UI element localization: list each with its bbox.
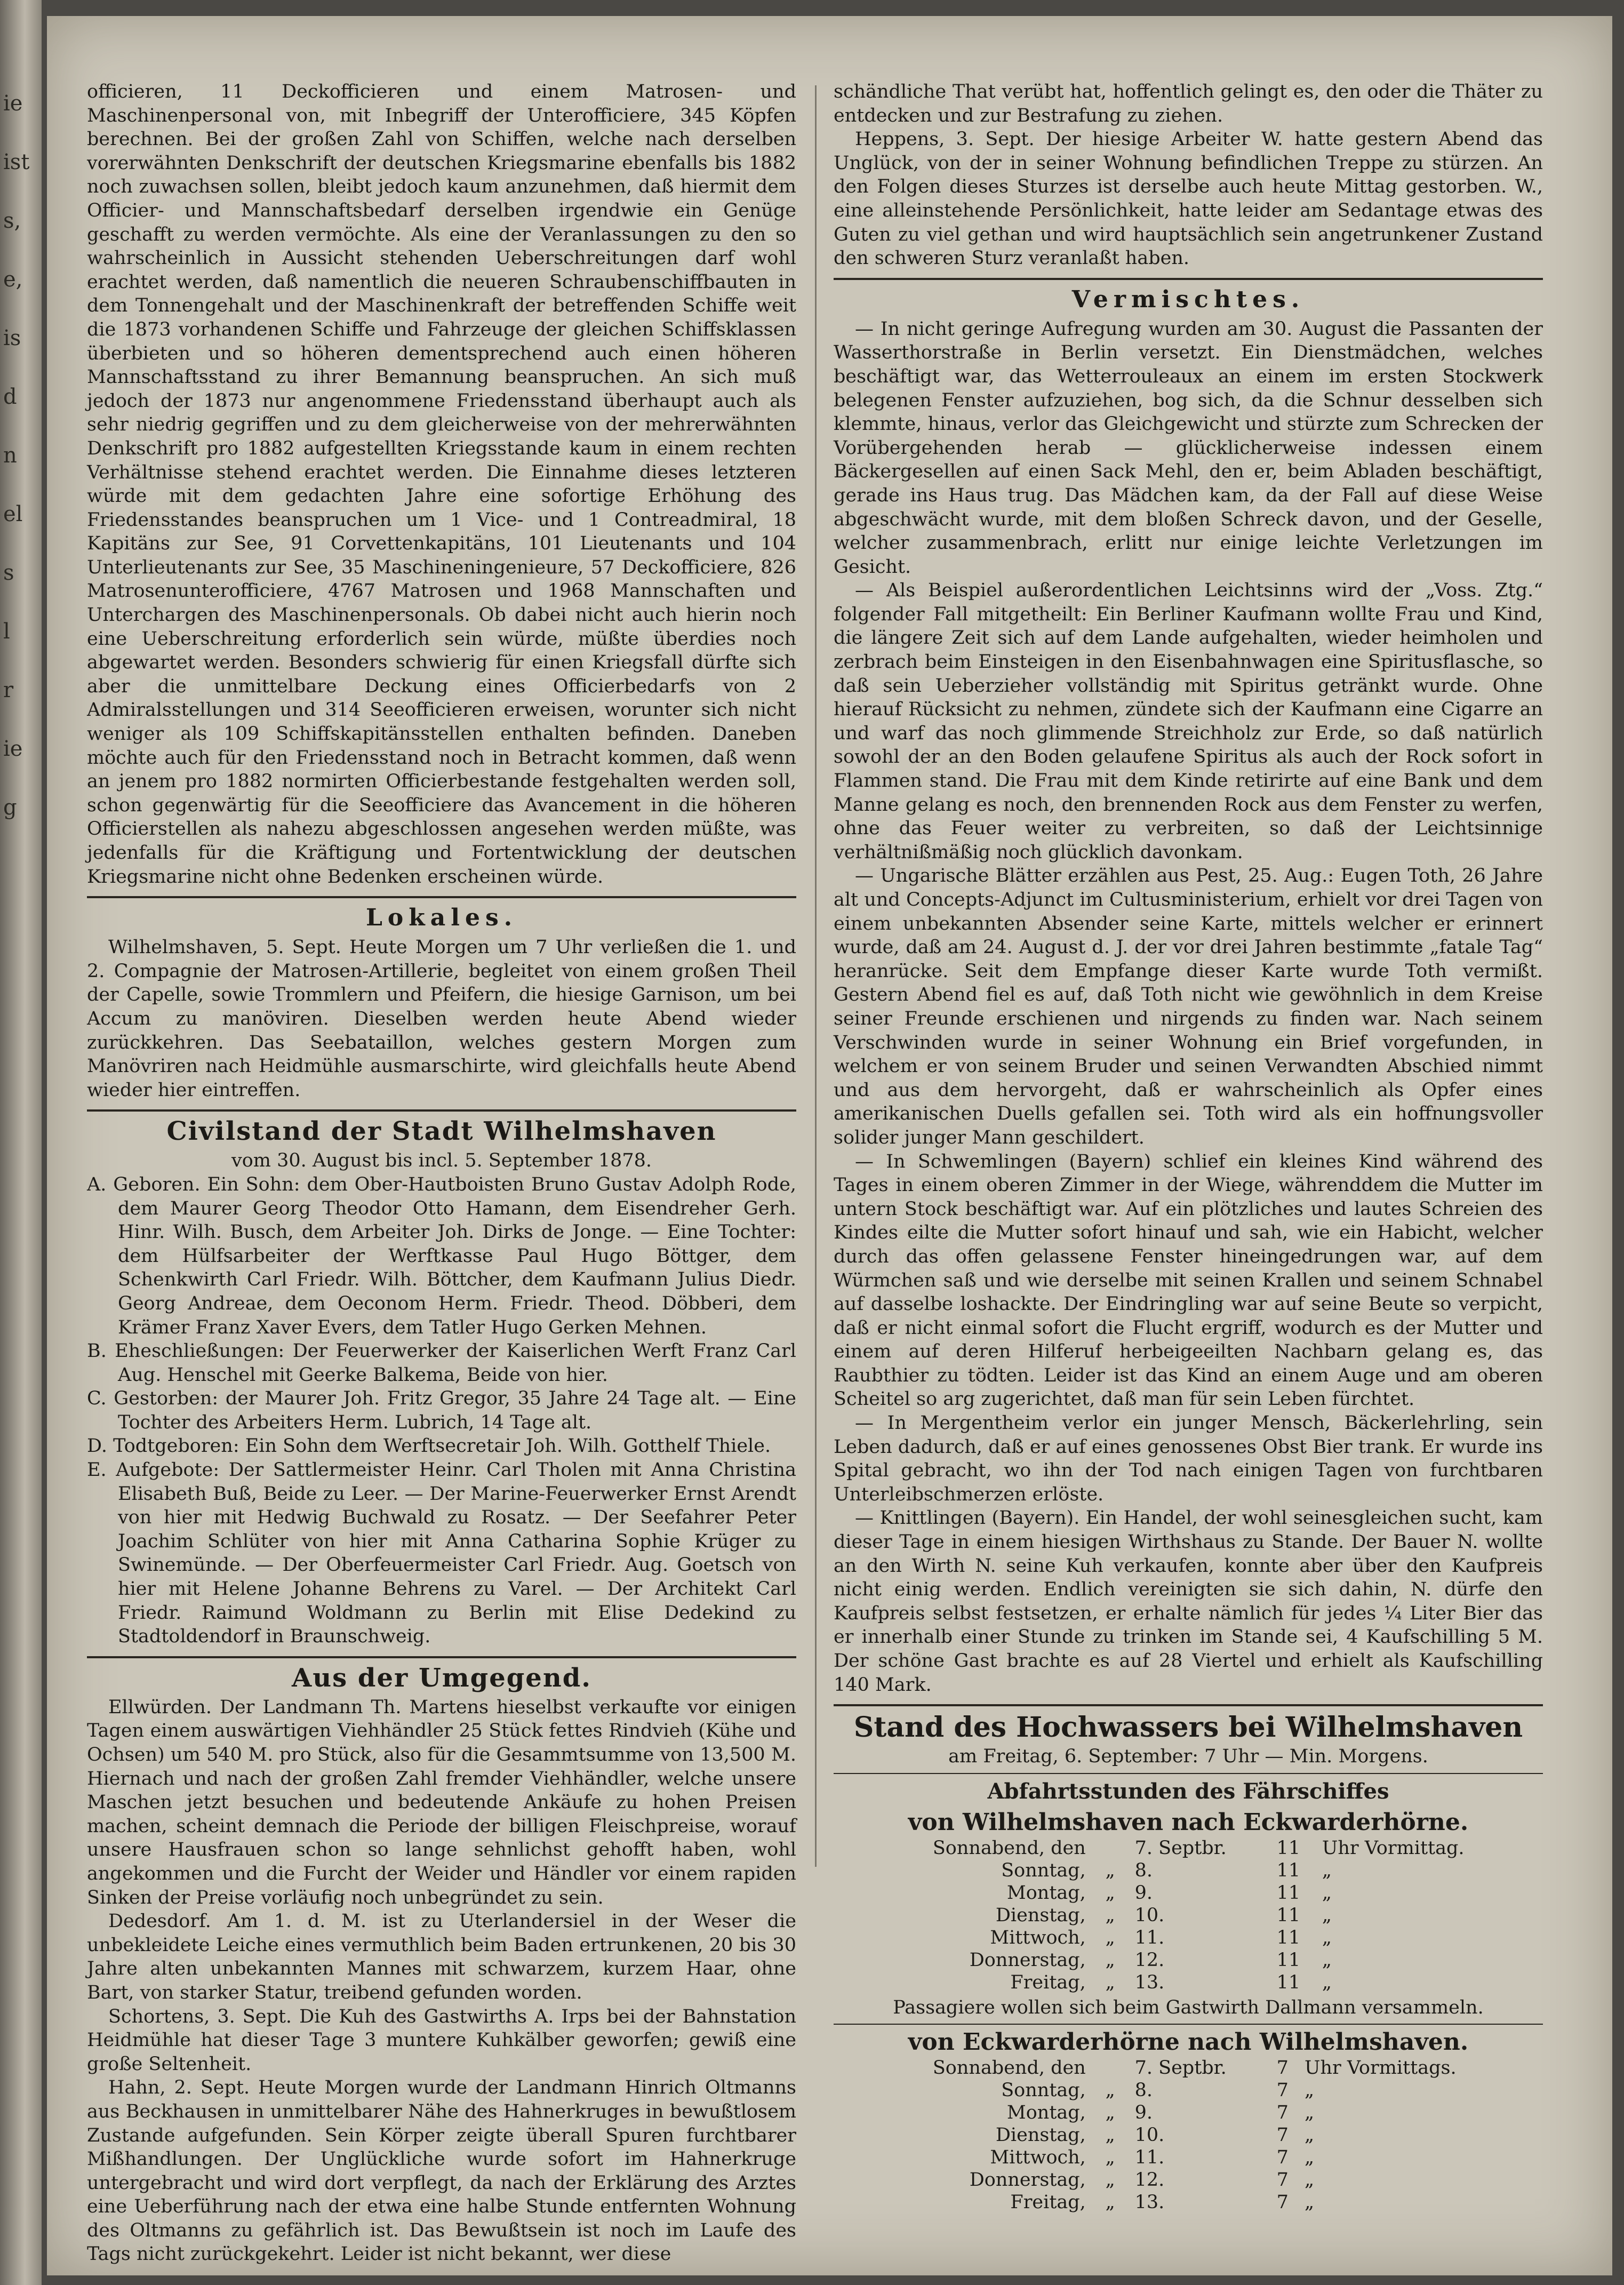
civil-entry: D. Todtgeboren: Ein Sohn dem Werftsecretair Joh. Wilh. Gotthelf Thiele. [87, 1435, 771, 1457]
timetable-row [834, 2169, 1543, 2191]
timetable-day: Mittwoch, [990, 1927, 1086, 1948]
timetable-date: 8. [1134, 1859, 1153, 1881]
timetable-tail: „ [1304, 2080, 1315, 2102]
news-item: Dedesdorf. Am 1. d. M. ist zu Uterlandersiel in der Weser die unbekleidete Leiche eines vermuthlich beim Baden ertrunkenen, 20 bis 30 Jahre alten unbekannten Mannes mit schwarzem, kurzem Haar, ohne Bart, von starker Statur, treibend gefunden worden. [87, 1911, 796, 2003]
timetable-q: „ [1105, 2124, 1115, 2146]
timetable-q [1089, 2057, 1132, 2079]
previous-page-fragment: d [3, 385, 17, 409]
ferry-timetable [834, 2057, 1543, 2214]
timetable-date: 9. [1134, 2102, 1153, 2124]
timetable-tail: Uhr Vormittag. [1322, 1837, 1465, 1859]
timetable-hour: 7 [1276, 2080, 1289, 2102]
timetable-day: Donnerstag, [969, 2169, 1086, 2191]
previous-page-fragment: r [3, 678, 14, 702]
timetable-date: 13. [1134, 2192, 1165, 2214]
timetable-row [834, 2146, 1543, 2169]
timetable-day: Sonntag, [1001, 1859, 1086, 1881]
timetable-row [834, 1971, 1543, 1994]
timetable-hour: 7 [1276, 2102, 1289, 2124]
section-title-civilstand: Civilstand der Stadt Wilhelmshaven [166, 1116, 717, 1147]
previous-page-fragment: l [3, 619, 10, 644]
column-divider [815, 85, 817, 1867]
timetable-day: Sonnabend, den [932, 2057, 1086, 2079]
timetable-tail: „ [1304, 2147, 1315, 2169]
previous-page-fragment: ie [3, 91, 23, 116]
right-column [834, 80, 1543, 2216]
timetable-day: Donnerstag, [969, 1949, 1086, 1971]
timetable-day: Freitag, [1010, 2192, 1086, 2214]
timetable-hour: 11 [1276, 1949, 1301, 1971]
ferry-note: Passagiere wollen sich beim Gastwirth Dallmann versammeln. [893, 1996, 1484, 2018]
timetable-tail: Uhr Vormittags. [1304, 2057, 1457, 2079]
news-item: — Knittlingen (Bayern). Ein Handel, der wohl seinesgleichen sucht, kam dieser Tage in einem hiesigen Wirthshaus zu Stande. Der Bauer N. wollte an den Wirth N. seine Kuh verkaufen, konnte aber über den Kaufpreis nicht einig werden. Endlich vereinigten sie sich dahin, N. dürfe den Kaufpreis selbst festsetzen, er erhalte nämlich für jedes ¼ Liter Bier das er innerhalb einer Stunde zu trinken im Stande sei, 4 Kaufschilling 5 M. Der schöne Gast brachte es auf 28 Viertel und erhielt als Kaufschilling 140 Mark. [834, 1507, 1543, 1696]
timetable-date: 11. [1134, 1927, 1165, 1948]
news-item: Schortens, 3. Sept. Die Kuh des Gastwirths A. Irps bei der Bahnstation Heidmühle hat dieser Tage 3 muntere Kuhkälber geworfen; gewiß eine große Seltenheit. [87, 2006, 796, 2075]
timetable-q: „ [1105, 1859, 1115, 1881]
timetable-hour: 7 [1276, 2147, 1289, 2169]
timetable-q: „ [1105, 2169, 1115, 2191]
section-rule [834, 2024, 1543, 2025]
section-rule [834, 1773, 1543, 1774]
timetable-q: „ [1105, 1904, 1115, 1926]
tide-line: am Freitag, 6. September: 7 Uhr — Min. Morgens. [948, 1746, 1428, 1768]
timetable-row [834, 1927, 1543, 1949]
previous-page-edge [0, 0, 42, 2285]
previous-page-fragment: n [3, 443, 17, 468]
ferry-title: Abfahrtsstunden des Fährschiffes [987, 1778, 1389, 1804]
newspaper-page [47, 16, 1612, 2275]
timetable-hour: 11 [1276, 1882, 1301, 1904]
news-item: — In Schwemlingen (Bayern) schlief ein kleines Kind während des Tages in einem oberen Zimmer in der Wiege, währenddem die Mutter im untern Stock beschäftigt war. Auf ein plötzliches und lautes Schreien des Kindes eilte die Mutter sofort hinauf und sah, wie ein Habicht, welcher durch das offen gelassene Fenster hineingedrungen war, auf dem Würmchen saß und wie derselbe mit seinen Krallen und seinem Schnabel auf dasselbe loshackte. Der Eindringling war auf seine Beute so verpicht, daß er nicht einmal sofort die Flucht ergriff, wodurch es der Mutter und einem auf deren Hilferuf herbeigeeilten Nachbarn gelang es, das Raubthier zu tödten. Leider ist das Kind an einem Auge und am oberen Scheitel so arg zugerichtet, daß man für sein Leben fürchtet. [834, 1151, 1543, 1410]
timetable-tail: „ [1304, 2124, 1315, 2146]
timetable-day: Montag, [1006, 2102, 1086, 2124]
timetable-q: „ [1105, 1927, 1115, 1948]
timetable-tail: „ [1304, 2192, 1315, 2214]
article-continuation: schändliche That verübt hat, hoffentlich gelingt es, den oder die Thäter zu entdecken und zur Bestrafung zu ziehen. [834, 81, 1543, 126]
previous-page-fragment: is [3, 326, 21, 350]
timetable-q: „ [1105, 2192, 1115, 2214]
news-item: Heppens, 3. Sept. Der hiesige Arbeiter W. hatte gestern Abend das Unglück, von der in seiner Wohnung befindlichen Treppe zu stürzen. An den Folgen dieses Sturzes ist derselbe auch heute Mittag gestorben. W., eine alleinstehende Persönlichkeit, hatte leider am Sedantage etwas des Guten zu viel gethan und wird hauptsächlich sein angetrunkener Zustand den schweren Sturz veranlaßt haben. [834, 129, 1543, 269]
timetable-day: Sonnabend, den [932, 1837, 1086, 1859]
article-continuation: officieren, 11 Deckofficieren und einem Matrosen- und Maschinenpersonal von, mit Inbegriff der Unterofficiere, 345 Köpfen berechnen. Bei der großen Zahl von Schiffen, welche nach derselben vorerwähnten Denkschrift der deutschen Kriegsmarine ebenfalls bis 1882 noch zuwachsen sollen, bleibt jedoch kaum anzunehmen, daß hiermit dem Officier- und Mannschaftsbedarf derselben irgendwie ein Genüge geschafft zu werden vermöchte. Als eine der Veranlassungen zu den so wahrscheinlich in Aussicht stehenden Ueberschreitungen darf wohl erachtet werden, daß namentlich die neueren Schraubenschiffbauten in dem Tonnengehalt und der Maschinenkraft der betreffenden Schiffe weit die 1873 vorhandenen Schiffe und Fahrzeuge der gleichen Schiffsklassen überbieten und so höheren dementsprechend auch einen höheren Mannschaftsstand zu ihrer Bemannung beanspruchen. An sich muß jedoch der 1873 nur angenommene Friedensstand überhaupt auch als sehr niedrig gegriffen und zu dem gleicherweise von der mehrerwähnten Denkschrift pro 1882 aufgestellten Kriegsstande kaum in einem rechten Verhältnisse stehend erachtet werden. Die Einnahme dieses letzteren würde mit dem gedachten Jahre eine sofortige Erhöhung des Friedensstandes beanspruchen um 1 Vice- und 1 Contreadmiral, 18 Kapitäns zur See, 91 Corvettenkapitäns, 101 Lieutenants und 104 Unterlieutenants zur See, 35 Maschineningenieure, 57 Deckofficiere, 826 Matrosenunterofficiere, 4767 Matrosen und 1968 Mannschaften und Unterchargen des Maschinenpersonals. Ob dabei nicht auch hierin noch eine Ueberschreitung erforderlich sein würde, müßte überdies noch abgewartet werden. Besonders schwierig für einen Kriegsfall dürfte sich aber die unmittelbare Deckung eines Officierbedarfs von 2 Admiralsstellungen und 314 Seeofficieren erweisen, worunter sich nicht weniger als 109 Schiffskapitänsstellen enthalten befinden. Daneben möchte auch für den Friedensstand noch in Betracht kommen, daß wenn an jenem pro 1882 normirten Officierbestande festgehalten werden soll, schon gegenwärtig für die Seeofficiere das Avancement in die höheren Officierstellen als nahezu abgeschlossen angesehen werden müßte, was jedenfalls für die Kräftigung und Fortentwicklung der deutschen Kriegsmarine nicht ohne Bedenken erscheinen würde. [87, 81, 796, 888]
ferry-timetable [834, 1837, 1543, 1994]
civil-entry: A. Geboren. Ein Sohn: dem Ober-Hautboisten Bruno Gustav Adolph Rode, dem Maurer Georg Theodor Otto Hamann, dem Eisendreher Gerh. Hinr. Wilh. Busch, dem Arbeiter Joh. Dirks de Jonge. — Eine Tochter: dem Hülfsarbeiter der Werftkasse Paul Hugo Böttger, dem Schenkwirth Carl Friedr. Wilh. Böttcher, dem Kaufmann Julius Diedr. Georg Andreae, dem Oeconom Herm. Friedr. Theod. Döbberi, dem Krämer Franz Xaver Evers, dem Tatler Hugo Gerken Mehnen. [87, 1173, 796, 1338]
previous-page-fragment: el [3, 502, 23, 526]
news-item: Ellwürden. Der Landmann Th. Martens hieselbst verkaufte vor einigen Tagen einem auswärtigen Viehhändler 25 Stück fettes Rindvieh (Kühe und Ochsen) um 540 M. pro Stück, also für die Gesammtsumme von 13,500 M. Hiernach und nach der großen Zahl fremder Viehhändler, welche unsere Maschen jetzt besuchen und bedeutende Ankäufe zu hohen Preisen machen, scheint demnach die Periode der billigen Fleischpreise, worauf unsere Hausfrauen schon so lange sehnlichst gehofft haben, wohl angekommen und die Furcht der Weider und Händler vor einem rapiden Sinken der Preise vorläufig noch unbegründet zu sein. [87, 1696, 796, 1908]
timetable-tail: „ [1322, 1949, 1332, 1971]
timetable-row [834, 1837, 1543, 1859]
section-rule [834, 278, 1543, 280]
timetable-row [834, 1859, 1543, 1882]
section-rule [87, 896, 796, 898]
timetable-hour: 11 [1276, 1927, 1301, 1948]
timetable-day: Freitag, [1010, 1971, 1086, 1993]
timetable-tail: „ [1322, 1882, 1332, 1904]
news-item: — Als Beispiel außerordentlichen Leichtsinns wird der „Voss. Ztg.“ folgender Fall mitgetheilt: Ein Berliner Kaufmann wollte Frau und Kind, die längere Zeit sich auf dem Lande aufgehalten, wieder heimholen und zerbrach beim Einsteigen in den Eisenbahnwagen eine Spiritusflasche, so daß sein Ueberzieher vollständig mit Spiritus getränkt wurde. Ohne hierauf Rücksicht zu nehmen, zündete sich der Kaufmann eine Cigarre an und warf das noch glimmende Streichholz zur Erde, so daß natürlich sowohl der an den Boden gelaufene Spiritus als auch der Rock sofort in Flammen stand. Die Frau mit dem Kinde retirirte auf eine Bank und dem Manne gelang es noch, den brennenden Rock aus dem Fenster zu werfen, ohne das Feuer weiter zu verbreiten, so daß der Leichtsinnige verhältnißmäßig noch glücklich davonkam. [834, 580, 1543, 863]
section-rule [834, 1704, 1543, 1706]
timetable-row [834, 2124, 1543, 2146]
timetable-tail: „ [1304, 2169, 1315, 2191]
timetable-date: 11. [1134, 2147, 1165, 2169]
timetable-q [1089, 1837, 1132, 1859]
timetable-hour: 11 [1276, 1904, 1301, 1926]
route-title: von Wilhelmshaven nach Eckwarderhörne. [908, 1808, 1469, 1836]
timetable-tail: „ [1322, 1904, 1332, 1926]
timetable-row [834, 2079, 1543, 2102]
timetable-q: „ [1105, 2147, 1115, 2169]
timetable-tail: „ [1322, 1927, 1332, 1948]
timetable-tail: „ [1322, 1859, 1332, 1881]
timetable-day: Dienstag, [995, 1904, 1086, 1926]
timetable-tail: „ [1304, 2102, 1315, 2124]
timetable-date: 8. [1134, 2080, 1153, 2102]
timetable-q: „ [1105, 2080, 1115, 2102]
previous-page-fragment: g [3, 795, 17, 820]
timetable-day: Dienstag, [995, 2124, 1086, 2146]
timetable-hour: 7 [1276, 2169, 1289, 2191]
civil-period: vom 30. August bis incl. 5. September 1878. [231, 1150, 652, 1172]
timetable-date: 7. Septbr. [1134, 2057, 1227, 2079]
timetable-q: „ [1105, 1971, 1115, 1993]
route-title: von Eckwarderhörne nach Wilhelmshaven. [908, 2028, 1469, 2056]
timetable-row [834, 1904, 1543, 1927]
timetable-date: 7. Septbr. [1134, 1837, 1227, 1859]
news-item: Hahn, 2. Sept. Heute Morgen wurde der Landmann Hinrich Oltmanns aus Beckhausen in unmittelbarer Nähe des Hahnerkruges in bewußtlosem Zustande aufgefunden. Sein Körper zeigte überall Spuren furchtbarer Mißhandlungen. Der Unglückliche wurde sofort im Hahnerkruge untergebracht und wird dort verpflegt, da nach der Erklärung des Arztes eine Ueberführung nach der etwa eine halbe Stunde entfernten Wohnung des Oltmanns zu gefährlich ist. Das Bewußtsein ist noch im Laufe des Tags nicht zurückgekehrt. Leider ist nicht bekannt, wer diese [87, 2077, 796, 2265]
timetable-date: 10. [1134, 1904, 1165, 1926]
previous-page-fragment: ist [3, 150, 30, 174]
previous-page-fragment: s, [3, 209, 21, 233]
timetable-day: Sonntag, [1001, 2080, 1086, 2102]
timetable-hour: 11 [1276, 1859, 1301, 1881]
timetable-date: 13. [1134, 1971, 1165, 1993]
civil-entry: B. Eheschließungen: Der Feuerwerker der Kaiserlichen Werft Franz Carl Aug. Henschel mit Geerke Balkema, Beide von hier. [87, 1340, 796, 1386]
civil-entry: E. Aufgebote: Der Sattlermeister Heinr. Carl Tholen mit Anna Christina Elisabeth Buß, Beide zu Leer. — Der Marine-Feuerwerker Ernst Arendt von hier mit Hedwig Buchwald zu Rosatz. — Der Seefahrer Peter Joachim Schlüter von hier mit Anna Catharina Sophie Krüger zu Swinemünde. — Der Oberfeuermeister Carl Friedr. Aug. Goetsch von hier mit Helene Johanne Behrens zu Varel. — Der Architekt Carl Friedr. Raimund Woldmann zu Berlin mit Elise Dedekind zu Stadtoldendorf in Braunschweig. [87, 1459, 796, 1648]
previous-page-fragment: ie [3, 737, 23, 761]
timetable-row [834, 2102, 1543, 2124]
timetable-q: „ [1105, 2102, 1115, 2124]
timetable-hour: 7 [1276, 2057, 1289, 2079]
news-item: — Ungarische Blätter erzählen aus Pest, 25. Aug.: Eugen Toth, 26 Jahre alt und Concepts-Adjunct im Cultusministerium, erhielt vor drei Tagen von einem unbekannten Absender seine Karte, mittels welcher er erinnert wurde, daß am 24. August d. J. der vor drei Jahren bestimmte „fatale Tag“ heranrücke. Seit dem Empfange dieser Karte wurde Toth vermißt. Gestern Abend fiel es auf, daß Toth nicht wie gewöhnlich in dem Kreise seiner Freunde erschienen und nirgends zu finden war. Nach seinem Verschwinden wurde in seiner Wohnung ein Brief vorgefunden, in welchem er von seinem Bruder und seinen Verwandten Abschied nimmt und aus dem hervorgeht, daß er wahrscheinlich als Opfer eines amerikanischen Duells gefallen sei. Toth wird als ein hoffnungsvoller solider junger Mann geschildert. [834, 865, 1543, 1148]
previous-page-fragment: s [3, 561, 14, 585]
timetable-date: 9. [1134, 1882, 1153, 1904]
section-title-umgegend: Aus der Umgegend. [292, 1663, 591, 1693]
previous-page-fragment: e, [3, 267, 23, 292]
timetable-row [834, 2191, 1543, 2214]
timetable-tail: „ [1322, 1971, 1332, 1993]
timetable-day: Montag, [1006, 1882, 1086, 1904]
section-rule [87, 1656, 796, 1658]
timetable-q: „ [1105, 1882, 1115, 1904]
timetable-q: „ [1105, 1949, 1115, 1971]
timetable-row [834, 1882, 1543, 1904]
timetable-hour: 11 [1276, 1837, 1301, 1859]
timetable-day: Mittwoch, [990, 2147, 1086, 2169]
timetable-date: 10. [1134, 2124, 1165, 2146]
civil-entry: C. Gestorben: der Maurer Joh. Fritz Gregor, 35 Jahre 24 Tage alt. — Eine Tochter des Arbeiters Herm. Lubrich, 14 Tage alt. [87, 1388, 796, 1433]
section-title-lokales: Lokales. [365, 904, 518, 932]
section-title-vermischtes: Vermischtes. [1071, 285, 1305, 313]
section-rule [87, 1109, 796, 1112]
timetable-hour: 11 [1276, 1971, 1301, 1993]
news-item: — In nicht geringe Aufregung wurden am 30. August die Passanten der Wasserthorstraße in Berlin versetzt. Ein Dienstmädchen, welches beschäftigt war, das Wetterrouleaux an einem im ersten Stockwerk belegenen Fenster aufzuziehen, bog sich, da die Schnur desselben sich klemmte, hinaus, verlor das Gleichgewicht und stürzte zum Schrecken der Vorübergehenden herab — glücklicherweise indessen einem Bäckergesellen auf einen Sack Mehl, den er, beim Abladen beschäftigt, gerade ins Haus trug. Das Mädchen kam, da der Fall auf diese Weise abgeschwächt wurde, mit dem bloßen Schreck davon, und der Geselle, welcher zusammenbrach, erlitt nur einige leichte Verletzungen im Gesicht. [834, 318, 1543, 578]
timetable-date: 12. [1134, 1949, 1165, 1971]
news-item: Wilhelmshaven, 5. Sept. Heute Morgen um 7 Uhr verließen die 1. und 2. Compagnie der Matrosen-Artillerie, begleitet von einem großen Theil der Capelle, sowie Trommlern und Pfeifern, die hiesige Garnison, um bei Accum zu manöviren. Dieselben werden heute Abend wieder zurückkehren. Das Seebataillon, welches gestern Morgen zum Manövriren nach Heidmühle ausmarschirte, wird gleichfalls heute Abend wieder hier eintreffen. [87, 937, 796, 1101]
timetable-hour: 7 [1276, 2192, 1289, 2214]
timetable-date: 12. [1134, 2169, 1165, 2191]
news-item: — In Mergentheim verlor ein junger Mensch, Bäckerlehrling, sein Leben dadurch, daß er auf eines genossenes Obst Bier trank. Er wurde ins Spital gebracht, wo ihn der Tod nach einigen Tagen von furchtbaren Unterleibschmerzen erlöste. [834, 1412, 1543, 1505]
left-column [87, 80, 796, 2266]
tide-title: Stand des Hochwassers bei Wilhelmshaven [853, 1711, 1523, 1744]
timetable-hour: 7 [1276, 2124, 1289, 2146]
timetable-row [834, 2057, 1543, 2079]
timetable-row [834, 1949, 1543, 1971]
